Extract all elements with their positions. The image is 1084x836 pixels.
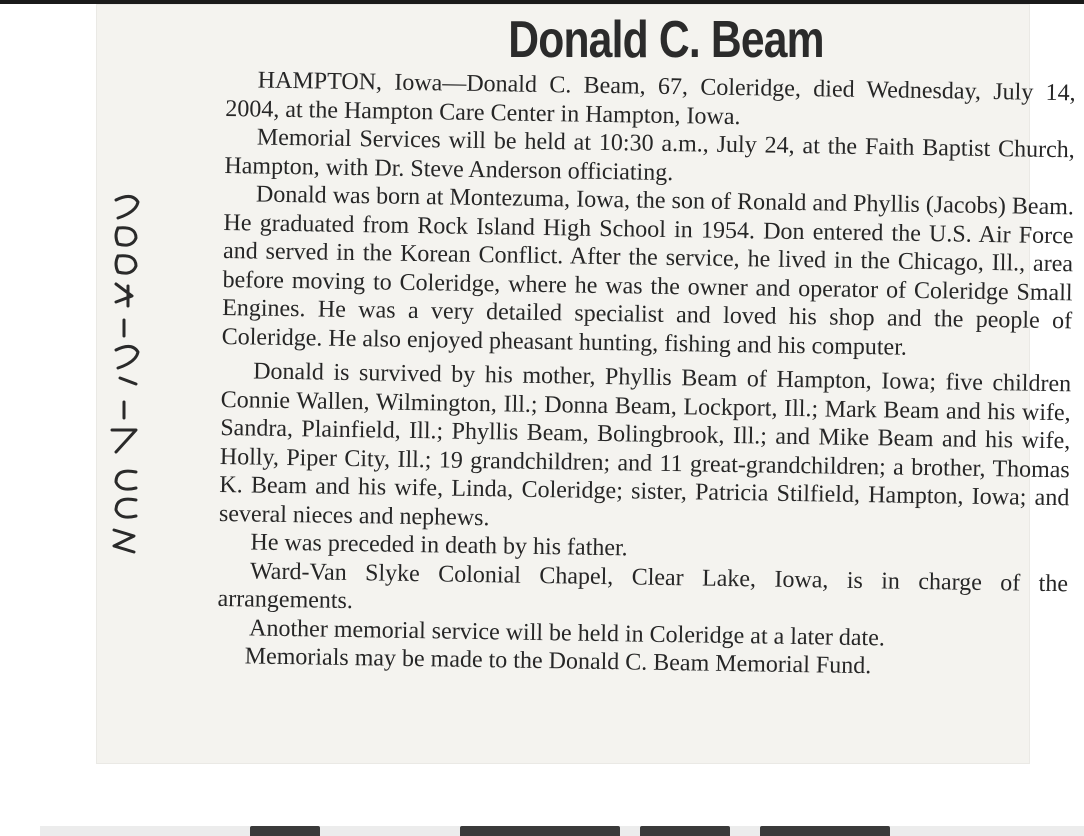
bleed-through-mark [250,826,320,836]
bleed-through-mark [760,826,890,836]
obituary-body [217,66,1076,684]
obituary-paragraph-death-notice: HAMPTON, Iowa—Donald C. Beam, 67, Coleridge, died Wednesday, July 14, 2004, at the Hampton Care Center in Hampton, Iowa. [225,67,1076,130]
obituary-paragraph-services: Memorial Services will be held at 10:30 a.m., July 24, at the Faith Baptist Church, Hampton, with Dr. Steve Anderson officiating. [224,124,1075,186]
obituary-paragraph-biography: Donald was born at Montezuma, Iowa, the son of Ronald and Phyllis (Jacobs) Beam. He graduated from Rock Island High School in 1954. Don entered the U.S. Air Force and served in the Korean Conflict. After the service, he lived in the Chicago, Ill., area before moving to Coleridge, where he was the owner and operator of Coleridge Small Engines. He was a very detailed specialist and loved his shop and the people of Coleridge. He also enjoyed pheasant hunting, fishing and his computer. [221,181,1075,361]
obituary-paragraph-memorials: Memorials may be made to the Donald C. Beam Memorial Fund. [244,643,872,680]
bleed-through-mark [640,826,730,836]
obituary-paragraph-preceded: He was preceded in death by his father. [250,529,628,562]
handwritten-date-note [102,190,150,560]
newspaper-clipping [96,4,1076,764]
obituary-headline: Donald C. Beam [508,11,824,69]
bleed-through-mark [460,826,620,836]
obituary-paragraph-later-service: Another memorial service will be held in Coleridge at a later date. [248,614,886,651]
obituary-paragraph-arrangements: Ward-Van Slyke Colonial Chapel, Clear Lake, Iowa, is in charge of the arrangements. [217,557,1069,615]
obituary-paragraph-survivors: Donald is survived by his mother, Phyllis Beam of Hampton, Iowa; five children Connie Wallen, Wilmington, Ill.; Donna Beam, Lockport, Ill.; Mark Beam and his wife, Sandra, Plainfield, Ill.; Phyllis Beam, Bolingbrook, Ill.; and Mike Beam and his wife, Holly, Piper City, Ill.; 19 grandchildren; and 11 great-grandchildren; a brother, Thomas K. Beam and his wife, Linda, Coleridge; sister, Patricia Stilfield, Hampton, Iowa; and several nieces and nephews. [218,358,1072,531]
